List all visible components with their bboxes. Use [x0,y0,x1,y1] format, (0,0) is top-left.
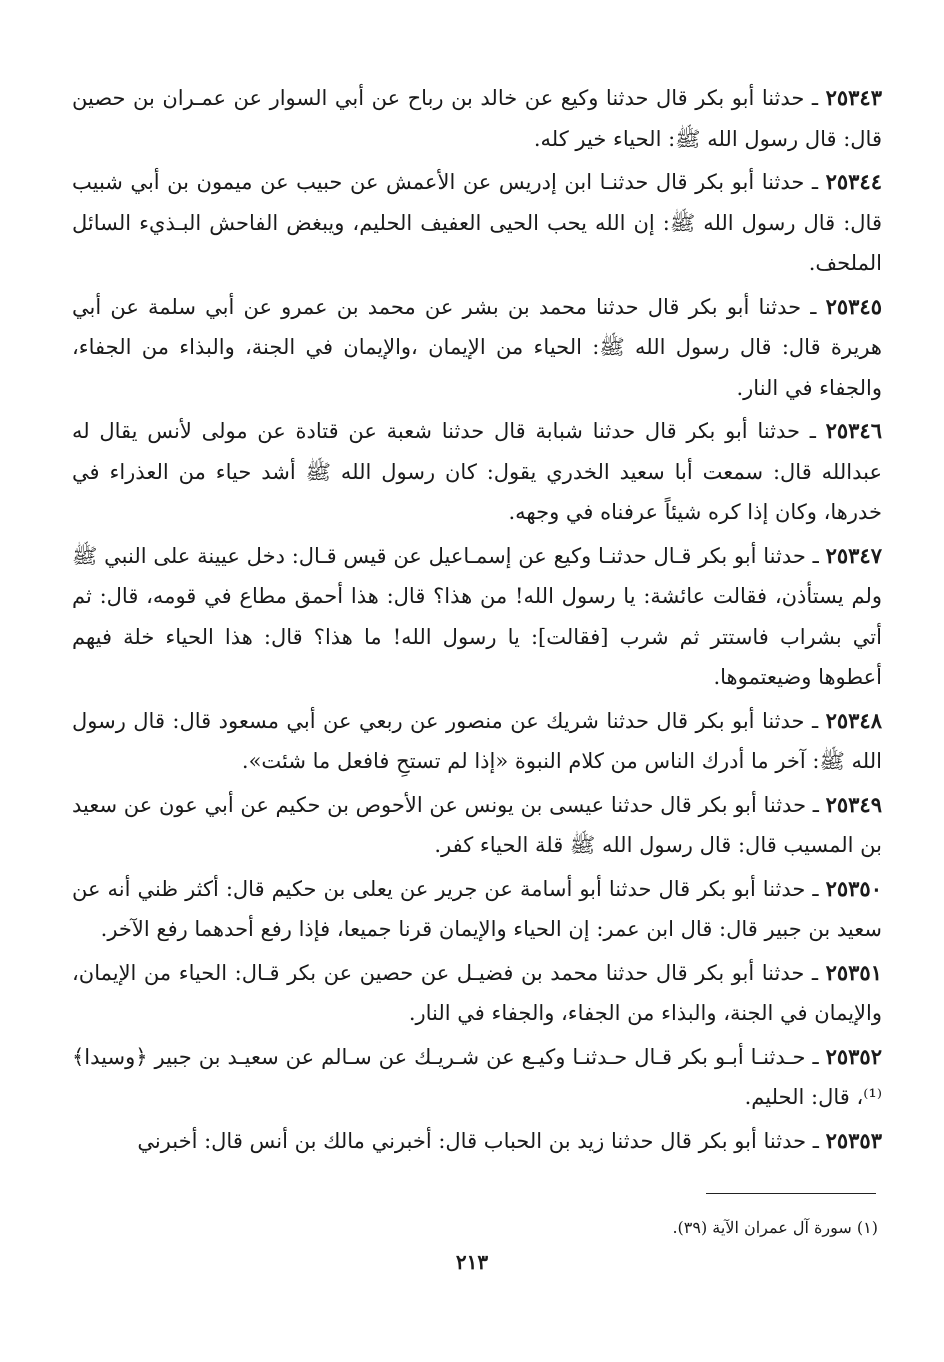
hadith-text: ـ حدثنا أبو بكر قال حدثنا عيسى بن يونس عن الأحوص بن حكيم عن أبي عون عن سعيد بن المسيب قال: قال رسول الله ﷺ قلة الحياء كفر. [72,792,882,857]
hadith-number: ٢٥٣٤٣ [825,85,882,110]
hadith-number: ٢٥٣٤٨ [825,707,882,733]
hadith-entry [72,536,882,698]
hadith-text: ـ حدثنا أبو بكر قال حدثنا وكيع عن خالد بن رباح عن أبي السوار عن عمـران بن حصين قال: قال رسول الله ﷺ: الحياء خير كله. [72,86,882,151]
footnote-divider [706,1193,876,1194]
hadith-number: ٢٥٣٥٠ [825,875,882,901]
hadith-number: ٢٥٣٤٧ [825,542,882,568]
hadith-entry [72,287,882,409]
hadith-number: ٢٥٣٤٩ [825,791,882,817]
hadith-entry [72,869,882,950]
hadith-text: ـ حدثنا أبو بكر قال حدثنا محمد بن بشر عن محمد بن عمرو عن أبي سلمة عن أبي هريرة قال: قال رسول الله ﷺ: الحياء من الإيمان ،والإيمان في الجنة، والبذاء من الجفاء، والجفاء في النار. [72,294,882,400]
hadith-text: ـ حدثنا أبو بكر قال حدثنا زيد بن الحباب قال: أخبرني مالك بن أنس قال: أخبرني [137,1128,819,1153]
hadith-entry [72,1037,882,1118]
hadith-entry [72,953,882,1034]
hadith-text: ـ حدثنا أبو بكر قال حدثنا شريك عن منصور عن ربعي عن أبي مسعود قال: قال رسول الله ﷺ: آخر ما أدرك الناس من كلام النبوة «إذا لم تستحِ فافعل ما شئت». [72,708,882,773]
hadith-number: ٢٥٣٥٣ [825,1127,882,1153]
footnote: (١) سورة آل عمران الآية (٣٩). [672,1218,878,1237]
hadith-text: ـ حدثنا أبو بكر قال حدثنا أبو أسامة عن جرير عن يعلى بن حكيم قال: أكثر ظني أنه عن سعيد بن جبير قال: قال ابن عمر: إن الحياء والإيمان قرنا جميعا، فإذا رفع أحدهما رفع الآخر. [72,876,882,941]
hadith-text: ـ حدثنا أبو بكر قال حدثنا محمد بن فضيـل عن حصين عن بكر قـال: الحياء من الإيمان، والإيمان في الجنة، والبذاء من الجفاء، والجفاء في النار. [72,960,882,1025]
hadith-entry [72,785,882,866]
hadith-entry [72,162,882,284]
hadith-entry [72,411,882,533]
hadith-text: ـ حدثنا أبو بكر قال حدثنـا ابن إدريس عن الأعمش عن حبيب عن ميمون بن أبي شبيب قال: قال رسول الله ﷺ: إن الله يحب الحيى العفيف الحليم، ويبغض الفاحش البـذيء السائل الملحف. [72,170,882,275]
hadith-entry [72,701,882,782]
hadith-number: ٢٥٣٤٤ [825,169,882,194]
hadith-text: ـ حـدثنـا أبـو بكر قـال حـدثنـا وكيـع عن شـريـك عن سـالم عن سعيـد بن جبير ﴿وسيدا﴾⁽¹⁾، قال: الحليم. [72,1044,882,1109]
hadith-entries [72,78,882,1161]
hadith-number: ٢٥٣٥١ [825,959,882,985]
page-number: ٢١٣ [455,1250,489,1274]
hadith-entry [72,78,882,159]
hadith-number: ٢٥٣٤٦ [825,418,882,443]
hadith-number: ٢٥٣٥٢ [825,1043,882,1069]
hadith-text: ـ حدثنا أبو بكر قـال حدثنـا وكيع عن إسمـاعيل عن قيس قـال: دخل عيينة على النبي ﷺ ولم يستأذن، فقالت عائشة: يا رسول الله! من هذا؟ قال: هذا أحمق مطاع في قومه، قال: ثم أتي بشراب فاستتر ثم شرب [فقالت]: يا رسول الله! ما هذا؟ قال: هذا الحياء خلة فيهم أعطوها وضيعتموها. [72,543,882,689]
hadith-text: ـ حدثنا أبو بكر قال حدثنا شبابة قال حدثنا شعبة عن قتادة عن مولى لأنس يقال له عبدالله قال: سمعت أبا سعيد الخدري يقول: كان رسول الله ﷺ أشد حياء من العذراء في خدرها، وكان إذا كره شيئاً عرفناه في وجهه. [72,419,882,524]
hadith-number: ٢٥٣٤٥ [825,293,882,319]
hadith-entry [72,1121,882,1162]
